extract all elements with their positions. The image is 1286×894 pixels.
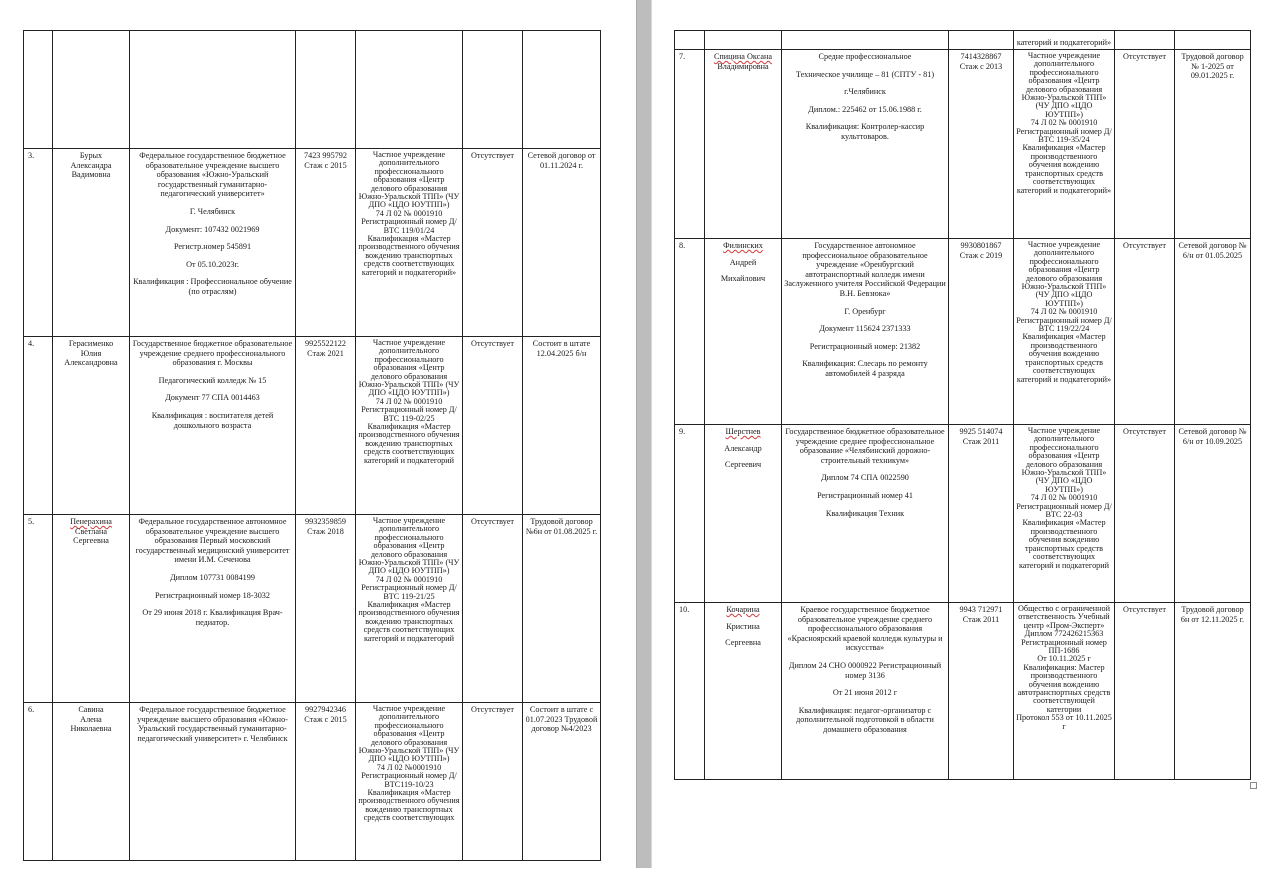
table-row (24, 149, 601, 337)
staff-name-line: Кочарина (726, 605, 760, 614)
education-line: Квалификация Техник (825, 508, 905, 518)
staff-name-line: Юлия (80, 348, 102, 358)
resize-handle (1250, 782, 1257, 789)
qualification-line: Квалификация «Мастер производственного обучения вождению транспортных средств соответствующих категорий и подкатегорий» (1016, 332, 1112, 384)
qualification-line: 74 Л 02 № 0001910 (375, 396, 443, 406)
staff-name-line: Светлана (74, 526, 108, 536)
row-number: 10. (675, 603, 705, 780)
penalty-cell: Отсутствует (1115, 425, 1175, 603)
education-cell (782, 239, 949, 425)
staff-name-cell (705, 425, 782, 603)
education-line: Диплом 24 СНО 0000922 Регистрационный номер 3136 (788, 660, 942, 680)
contract-cell: Состоит в штате с 01.07.2023 Трудовой договор №4/2023 (523, 703, 601, 861)
table-row (24, 337, 601, 515)
qualification-line: Частное учреждение дополнительного профессионального образования «Центр делового образования Южно-Уральской ТПП» (ЧУ ДПО «ЦДО ЮУТПП») (358, 516, 460, 576)
qualification-line: Частное учреждение дополнительного профессионального образования «Центр делового образования Южно-Уральской ТПП» (ЧУ ДПО «ЦДО ЮУТПП») (1021, 426, 1107, 494)
education-line: Диплом 107731 0084199 (170, 572, 255, 582)
qualification-line: Квалификация «Мастер производственного обучения вождению транспортных средств соответствующих категорий и подкатегорий (358, 422, 460, 465)
education-line: Техническое училище – 81 (СПТУ - 81) (795, 69, 935, 79)
code-experience-cell: 7423 995792 Стаж с 2015 (296, 149, 356, 337)
left-page (23, 30, 600, 861)
contract-cell: Сетевой договор от 01.11.2024 г. (523, 149, 601, 337)
row-number: 3. (24, 149, 53, 337)
qualification-continued: категорий и подкатегорий» (1016, 37, 1112, 47)
qualification-cell (1014, 31, 1115, 50)
education-line: Регистрационный номер 18-3032 (155, 590, 270, 600)
code-experience-cell: 9932359859 Стаж 2018 (296, 515, 356, 703)
table-row (24, 703, 601, 861)
staff-name-line: Спицина Оксана (713, 52, 773, 61)
qualification-line: Квалификация «Мастер производственного обучения вождению транспортных средств соответствующих категорий и подкатегорий (1018, 518, 1110, 570)
qualification-line: Общество с ограниченной ответственность Учебный центр «Пром-Эксперт» (1018, 604, 1110, 630)
education-line: Федеральное государственное бюджетное учреждение высшего образования «Южно-Уральский государственный гуманитарно-педагогический университет» г. Челябинск (137, 705, 288, 743)
education-line: Документ: 107432 0021969 (165, 224, 260, 234)
education-line: Документ 115624 2371333 (819, 324, 911, 334)
qualification-line: Регистрационный номер Д/ВТС 119/01/24 (361, 217, 457, 235)
qualification-line: От 10.11.2025 г (1037, 654, 1091, 664)
education-line: Федеральное государственное бюджетное образовательное учреждение высшего образования «Южно-Уральский государственный гуманитарно-педагогический университет» (139, 151, 286, 199)
table-row-continuation (675, 31, 1251, 50)
staff-name-line: Савина (78, 705, 104, 714)
education-cell (130, 515, 296, 703)
education-line: Государственное бюджетное образовательное учреждение среднее профессиональное образование «Челябинский дорожно-строительный техникум» (785, 427, 945, 465)
staff-name-cell (705, 239, 782, 425)
penalty-cell: Отсутствует (463, 337, 523, 515)
qualification-line: Частное учреждение дополнительного профессионального образования «Центр делового образования Южно-Уральской ТПП» (ЧУ ДПО «ЦДО ЮУТПП») (358, 150, 460, 210)
education-line: Краевое государственное бюджетное образовательное учреждение среднего профессионального образования «Красноярский краевой колледж культуры и искусства» (787, 605, 943, 653)
contract-cell: Трудовой договор №6н от 01.08.2025 г. (523, 515, 601, 703)
code-experience-cell: 9927942346 Стаж с 2015 (296, 703, 356, 861)
qualification-cell (356, 703, 463, 861)
qualification-cell (1014, 603, 1115, 780)
penalty-cell: Отсутствует (463, 149, 523, 337)
staff-name-cell (53, 149, 130, 337)
qualification-cell (356, 31, 463, 149)
staff-name-cell (705, 603, 782, 780)
staff-name-line: Шерстнев (725, 427, 761, 436)
contract-cell: Сетевой договор № 6/н от 10.09.2025 (1175, 425, 1251, 603)
education-line: Средне профессиональное (818, 52, 912, 61)
education-line: Государственное бюджетное образовательное учреждение среднего профессионального образования г. Москвы (132, 339, 293, 368)
code-experience-cell (296, 31, 356, 149)
education-cell (130, 703, 296, 861)
qualification-line: 74 Л 02 № 0001910 (1030, 118, 1098, 128)
staff-name-line: Михайлович (720, 274, 766, 284)
qualification-cell (1014, 239, 1115, 425)
staff-name-line: Пенерахина (70, 517, 112, 526)
staff-name-line: Бурых (79, 151, 103, 160)
qualification-line: Регистрационный номер Д/ВТС 119-35/24 (1016, 126, 1112, 145)
row-number: 7. (675, 50, 705, 239)
staff-name-cell (705, 50, 782, 239)
education-line: Федеральное государственное автономное образовательное учреждение высшего образования Первый московский государственный медицинский университет имени И.М. Сеченова (135, 517, 290, 565)
table-row (24, 31, 601, 149)
qualification-line: Квалификация «Мастер производственного обучения вождению транспортных средств соответствующих категорий и подкатегорий» (358, 234, 460, 277)
qualification-line: Регистрационный номер ПП-1686 (1021, 637, 1107, 656)
staff-name-line: Кристина (726, 621, 760, 631)
qualification-line: 74 Л 02 № 0001910 (1030, 307, 1098, 317)
education-line: Квалификация : Профессиональное обучение (по отраслям) (133, 277, 292, 296)
row-number: 8. (675, 239, 705, 425)
row-number: 9. (675, 425, 705, 603)
education-line: Квалификация: Контролер-кассир культтоваров. (805, 122, 925, 141)
qualification-cell (356, 149, 463, 337)
qualification-line: Регистрационный номер Д/ВТС 119/22/24 (1016, 315, 1112, 334)
education-cell (130, 31, 296, 149)
education-cell (782, 603, 949, 780)
staff-name-line: Герасименко (68, 339, 114, 348)
qualification-line: Регистрационный номер Д/ВТС 22-03 (1016, 501, 1112, 520)
education-cell (130, 149, 296, 337)
qualification-cell (356, 515, 463, 703)
qualification-line: 74 Л 02 №0001910 (376, 762, 442, 772)
staff-name-line: Филинских (723, 241, 763, 250)
qualification-line: Частное учреждение дополнительного профессионального образования «Центр делового образования Южно-Уральской ТПП» (ЧУ ДПО «ЦДО ЮУТПП») (1021, 240, 1107, 308)
penalty-cell: Отсутствует (1115, 50, 1175, 239)
qualification-cell (1014, 425, 1115, 603)
education-cell (130, 337, 296, 515)
qualification-line: Регистрационный номер Д/ВТС119-10/23 (361, 771, 457, 789)
qualification-cell (356, 337, 463, 515)
qualification-line: Регистрационный номер Д/ВТС 119-21/25 (361, 583, 457, 601)
education-line: Регистр.номер 545891 (173, 242, 252, 252)
code-experience-cell: 7414328867 Стаж с 2013 (949, 50, 1014, 239)
code-experience-cell: 9943 712971 Стаж 2011 (949, 603, 1014, 780)
qualification-line: 74 Л 02 № 0001910 (375, 208, 443, 218)
staff-name-line: Сергеевна (73, 536, 109, 546)
row-number (24, 31, 53, 149)
staff-name-line: Александр (724, 443, 762, 453)
staff-name-line: Николаевна (70, 724, 112, 734)
table-row (675, 603, 1251, 780)
row-number: 4. (24, 337, 53, 515)
penalty-cell: Отсутствует (1115, 239, 1175, 425)
qualification-line: Квалификация «Мастер производственного обучения вождению транспортных средств соответствующих категорий и подкатегорий (358, 600, 460, 643)
education-line: Квалификация: Слесарь по ремонту автомобилей 4 разряда (802, 359, 928, 378)
penalty-cell: Отсутствует (1115, 603, 1175, 780)
staff-name-line: Вадимовна (71, 170, 111, 180)
qualification-line: Протокол 553 от 10.11.2025 г (1016, 713, 1112, 731)
qualification-line: Частное учреждение дополнительного профессионального образования «Центр делового образования Южно-Уральской ТПП» (ЧУ ДПО «ЦДО ЮУТПП») (358, 338, 460, 398)
staff-name-cell (53, 703, 130, 861)
education-line: г.Челябинск (844, 87, 886, 97)
row-number: 5. (24, 515, 53, 703)
education-line: Г. Оренбург (844, 306, 886, 316)
penalty-cell: Отсутствует (463, 515, 523, 703)
staff-name-cell (53, 337, 130, 515)
staff-name-line: Владимировна (717, 61, 769, 71)
code-experience-cell: 9925522122 Стаж 2021 (296, 337, 356, 515)
qualification-line: Частное учреждение дополнительного профессионального образования «Центр делового образования Южно-Уральской ТПП» (ЧУ ДПО «ЦДО ЮУТПП») (1021, 51, 1107, 119)
contract-cell: Состоит в штате 12.04.2025 б/н (523, 337, 601, 515)
staff-name-line: Алена (80, 714, 102, 724)
education-cell (782, 425, 949, 603)
qualification-line: Частное учреждение дополнительного профессионального образования «Центр делового образования Южно-Уральской ТПП» (ЧУ ДПО «ЦДО ЮУТПП») (358, 704, 460, 764)
qualification-line: Диплом 772426215363 (1024, 629, 1104, 639)
right-page (674, 30, 1250, 780)
staff-name-cell (53, 31, 130, 149)
staff-name-line: Андрей (729, 257, 757, 267)
education-line: Регистрационный номер 41 (817, 490, 913, 500)
staff-name-line: Сергеевна (725, 638, 761, 648)
penalty-cell: Отсутствует (463, 703, 523, 861)
staff-name-cell (53, 515, 130, 703)
education-line: Документ 77 СПА 0014463 (165, 393, 260, 403)
row-number: 6. (24, 703, 53, 861)
table-row (675, 239, 1251, 425)
page-gap (636, 0, 652, 868)
qualification-line: Регистрационный номер Д/ВТС 119-02/25 (361, 405, 457, 423)
education-line: Диплом.: 225462 от 15.06.1988 г. (808, 104, 922, 114)
contract-cell: Трудовой договор № 1-2025 от 09.01.2025 г. (1175, 50, 1251, 239)
table-row (675, 50, 1251, 239)
table-row (675, 425, 1251, 603)
code-experience-cell: 9925 514074 Стаж 2011 (949, 425, 1014, 603)
qualification-line: Квалификация «Мастер производственного обучения вождению транспортных средств соответствующих (358, 788, 460, 823)
qualification-line: Квалификация: Мастер производственного обучения вождению автотранспортных средств соответствующей категории (1017, 662, 1111, 714)
qualification-line: Квалификация «Мастер производственного обучения вождению транспортных средств соответствующих категорий и подкатегорий» (1016, 143, 1112, 195)
contract-cell: Трудовой договор 6н от 12.11.2025 г. (1175, 603, 1251, 780)
penalty-cell (463, 31, 523, 149)
staff-name-line: Александра (70, 160, 112, 170)
qualification-line: 74 Л 02 № 0001910 (1030, 493, 1098, 503)
education-line: Педагогический колледж № 15 (158, 375, 267, 385)
staff-name-line: Сергеевич (724, 460, 762, 470)
table-row (24, 515, 601, 703)
left-rows (24, 31, 601, 861)
staff-table-right (674, 30, 1251, 780)
code-experience-cell: 9930801867 Стаж с 2019 (949, 239, 1014, 425)
staff-table-left (23, 30, 601, 861)
education-line: От 05.10.2023г. (186, 259, 239, 269)
education-line: От 21 июня 2012 г (832, 688, 898, 698)
education-line: Квалификация: педагог-организатор с дополнительной подготовкой в области домашнего образования (796, 705, 934, 734)
qualification-cell (1014, 50, 1115, 239)
staff-name-line: Александровна (64, 358, 118, 368)
education-line: Г. Челябинск (189, 206, 236, 216)
right-rows (675, 31, 1251, 780)
education-line: Квалификация : воспитателя детей дошкольного возраста (151, 410, 274, 430)
contract-cell (523, 31, 601, 149)
contract-cell: Сетевой договор № 6/н от 01.05.2025 (1175, 239, 1251, 425)
education-line: Диплом 74 СПА 0022590 (821, 473, 909, 483)
education-line: Государственное автономное профессиональное образовательное учреждение «Оренбургский автотранспортный колледж имени Заслуженного учителя Российской Федерации В.Н. Бевзюка» (784, 241, 946, 298)
education-line: От 29 июня 2018 г. Квалификация Врач-педиатор. (142, 608, 283, 627)
qualification-line: 74 Л 02 № 0001910 (375, 574, 443, 584)
education-cell (782, 50, 949, 239)
education-line: Регистрационный номер: 21382 (809, 341, 921, 351)
